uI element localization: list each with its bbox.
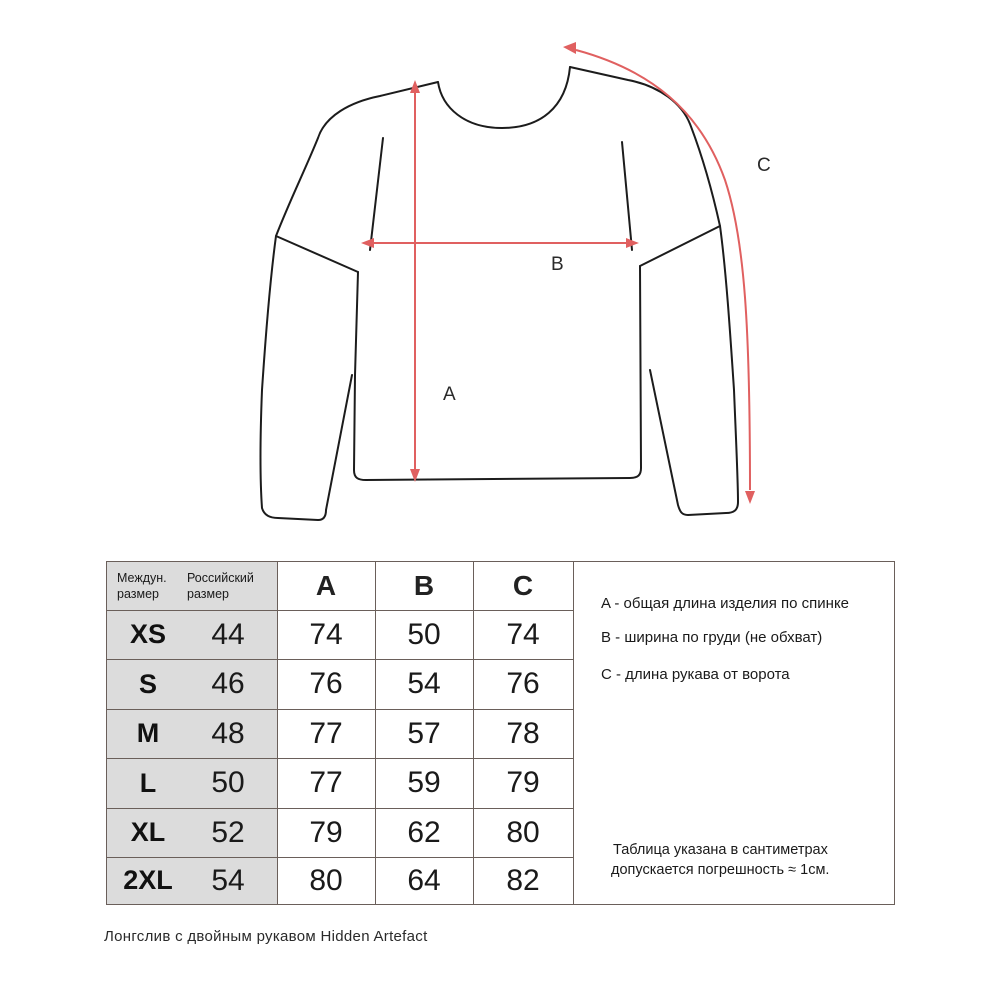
garment-outline: [261, 67, 739, 520]
header-a: A: [315, 570, 337, 601]
note-line-1: Таблица указана в сантиметрах: [613, 842, 828, 858]
ru-size-cell: 44: [211, 617, 245, 651]
legend-c: C - длина рукава от ворота: [601, 666, 790, 683]
intl-size-cell: XL: [130, 817, 166, 847]
ru-size-cell: 48: [211, 716, 245, 750]
legend-b: B - ширина по груди (не обхват): [601, 629, 823, 646]
a-cell: 80: [309, 863, 343, 897]
c-cell: 76: [506, 667, 540, 700]
dimension-label-c: C: [757, 155, 771, 176]
ru-size-cell: 52: [211, 815, 245, 849]
b-cell: 50: [407, 617, 441, 651]
a-cell: 76: [309, 667, 343, 700]
c-cell: 80: [506, 815, 540, 849]
grid-vline: [573, 562, 574, 904]
product-caption: Лонгслив с двойным рукавом Hidden Artefact: [104, 928, 428, 945]
dimension-label-a: A: [443, 384, 456, 405]
b-cell: 59: [407, 766, 441, 799]
a-cell: 77: [309, 766, 343, 799]
intl-size-cell: M: [136, 718, 160, 748]
size-table: [106, 561, 895, 905]
intl-size-cell: 2XL: [123, 865, 173, 895]
ru-size-cell: 54: [211, 863, 245, 897]
b-cell: 54: [407, 667, 441, 700]
note-line-2: допускается погрешность ≈ 1см.: [611, 862, 830, 878]
c-cell: 74: [506, 617, 540, 651]
intl-size-cell: L: [139, 767, 157, 798]
c-cell: 78: [506, 716, 540, 750]
b-cell: 62: [407, 815, 441, 849]
ru-size-cell: 46: [211, 667, 245, 700]
a-cell: 74: [309, 617, 343, 651]
header-b: B: [413, 570, 435, 601]
legend-a: A - общая длина изделия по спинке: [601, 595, 850, 612]
dimension-label-b: B: [551, 254, 564, 275]
a-cell: 77: [309, 716, 343, 750]
header-c: C: [512, 570, 534, 601]
c-cell: 79: [506, 766, 540, 799]
b-cell: 64: [407, 863, 441, 897]
intl-size-cell: S: [138, 668, 157, 699]
header-ru-size: Российский размер: [187, 571, 254, 601]
b-cell: 57: [407, 716, 441, 750]
intl-size-cell: XS: [129, 619, 167, 649]
a-cell: 79: [309, 815, 343, 849]
header-intl-size: Междун. размер: [117, 571, 167, 601]
ru-size-cell: 50: [211, 766, 245, 799]
c-cell: 82: [506, 863, 540, 897]
